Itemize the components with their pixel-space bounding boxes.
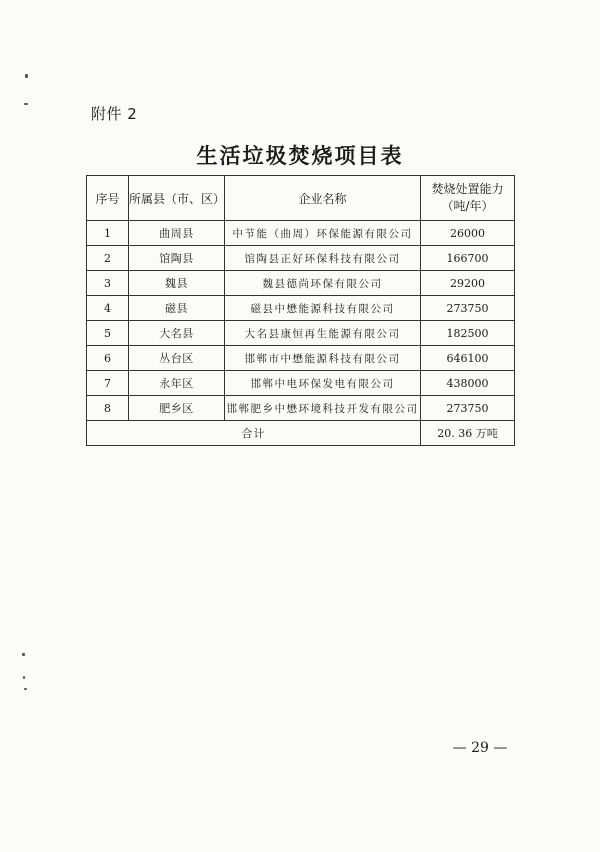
cell-county: 丛台区 [129,346,225,371]
cell-seq: 7 [87,371,129,396]
table-row [87,296,515,321]
cell-company: 邯郸中电环保发电有限公司 [225,371,421,396]
cell-seq: 1 [87,221,129,246]
cell-county: 馆陶县 [129,246,225,271]
cell-county: 大名县 [129,321,225,346]
cell-capacity: 29200 [421,271,515,296]
header-company: 企业名称 [225,176,421,221]
cell-capacity: 438000 [421,371,515,396]
page-title: 生活垃圾焚烧项目表 [196,144,404,168]
cell-county: 磁县 [129,296,225,321]
table-row [87,396,515,421]
cell-county: 肥乡区 [129,396,225,421]
header-capacity-line1: 焚烧处置能力 [431,182,504,196]
total-label: 合计 [87,421,421,446]
cell-company: 中节能（曲周）环保能源有限公司 [225,221,421,246]
header-capacity-line2: （吨/年） [441,199,494,213]
page-number: — 29 — [452,740,508,756]
cell-company: 大名县康恒再生能源有限公司 [225,321,421,346]
cell-company: 馆陶县正好环保科技有限公司 [225,246,421,271]
table-row [87,371,515,396]
scan-speck [25,74,28,78]
cell-company: 磁县中懋能源科技有限公司 [225,296,421,321]
table-header-row [87,176,515,221]
cell-capacity: 26000 [421,221,515,246]
scan-speck [23,676,25,679]
cell-seq: 6 [87,346,129,371]
table-row [87,246,515,271]
scan-speck [24,688,27,690]
cell-seq: 8 [87,396,129,421]
header-capacity [421,176,515,221]
scan-speck [24,103,28,105]
attachment-label: 附件 2 [91,105,138,123]
cell-capacity: 166700 [421,246,515,271]
header-seq: 序号 [87,176,129,221]
cell-county: 曲周县 [129,221,225,246]
cell-company: 邯郸肥乡中懋环境科技开发有限公司 [225,396,421,421]
incineration-projects-table [86,175,515,446]
cell-seq: 3 [87,271,129,296]
cell-seq: 2 [87,246,129,271]
cell-seq: 4 [87,296,129,321]
cell-company: 魏县德尚环保有限公司 [225,271,421,296]
cell-county: 魏县 [129,271,225,296]
header-county: 所属县（市、区） [129,176,225,221]
table-row [87,346,515,371]
cell-capacity: 273750 [421,396,515,421]
cell-capacity: 273750 [421,296,515,321]
table-row [87,321,515,346]
cell-capacity: 182500 [421,321,515,346]
scan-speck [22,653,25,656]
cell-company: 邯郸市中懋能源科技有限公司 [225,346,421,371]
total-value: 20. 36 万吨 [421,421,515,446]
table-total-row [87,421,515,446]
cell-county: 永年区 [129,371,225,396]
cell-capacity: 646100 [421,346,515,371]
table-row [87,221,515,246]
table-row [87,271,515,296]
cell-seq: 5 [87,321,129,346]
